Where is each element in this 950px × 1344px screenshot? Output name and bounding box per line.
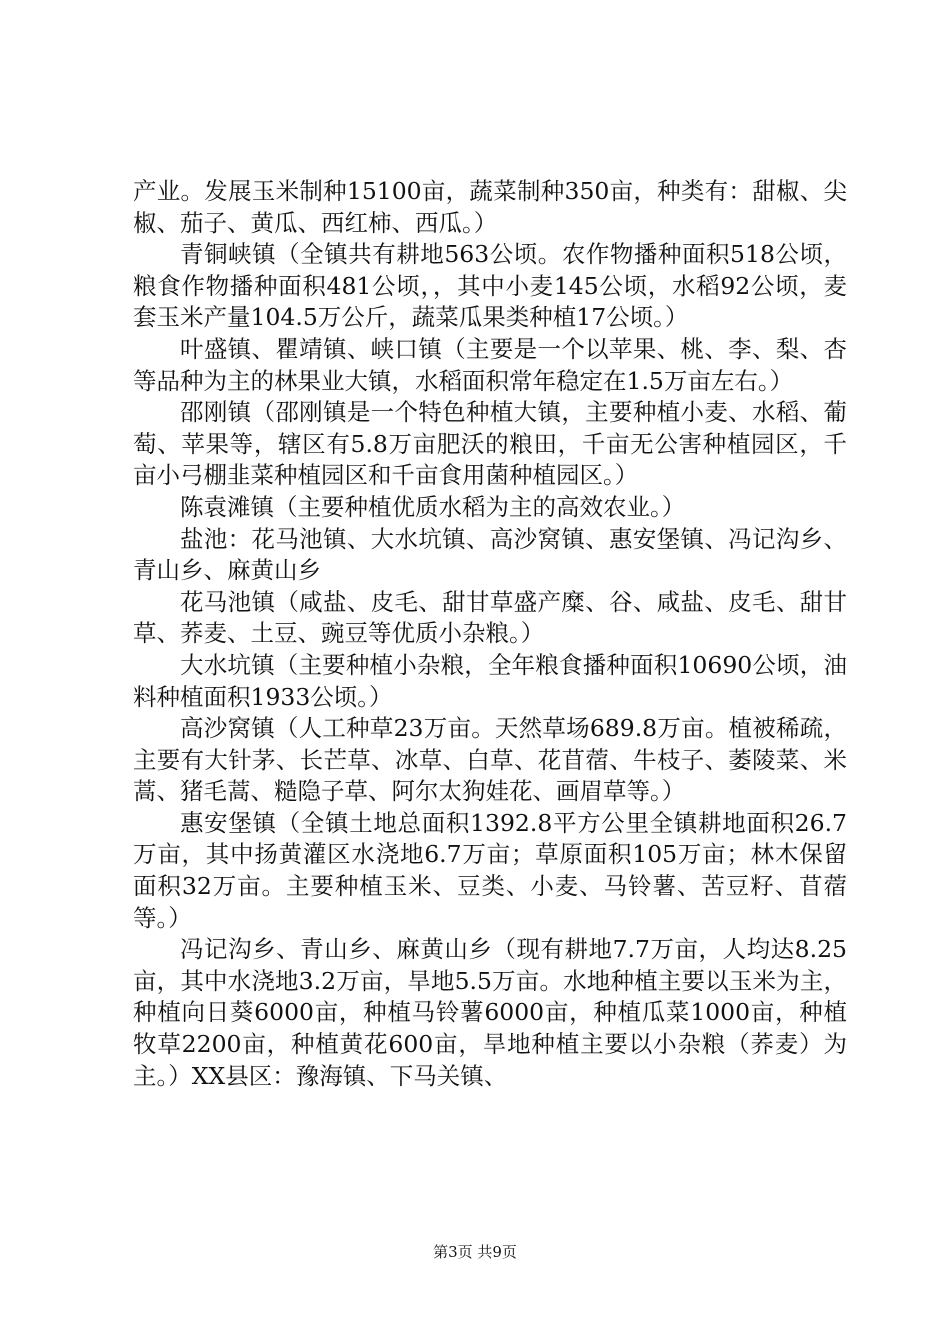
paragraph: 青铜峡镇（全镇共有耕地563公顷。农作物播种面积518公顷，粮食作物播种面积481公顷，，其中小麦145公顷，水稻92公顷，麦套玉米产量104.5万公斤，蔬菜瓜果类种植17公顷。）: [133, 240, 847, 332]
page-footer: 第3页 共9页: [433, 1243, 517, 1261]
paragraph: 陈袁滩镇（主要种植优质水稻为主的高效农业。）: [180, 492, 686, 521]
paragraph: 大水坑镇（主要种植小杂粮，全年粮食播种面积10690公顷，油料种植面积1933公顷。）: [133, 650, 847, 711]
paragraph: 惠安堡镇（全镇土地总面积1392.8平方公里全镇耕地面积26.7万亩，其中扬黄灌区水浇地6.7万亩；草原面积105万亩；林木保留面积32万亩。主要种植玉米、豆类、小麦、马铃薯、苦豆籽、苜蓿等。）: [133, 808, 847, 932]
paragraph: 高沙窝镇（人工种草23万亩。天然草场689.8万亩。植被稀疏，主要有大针茅、长芒草、冰草、白草、花苜蓿、牛枝子、萎陵菜、米蒿、猪毛蒿、糙隐子草、阿尔太狗娃花、画眉草等。）: [133, 714, 847, 806]
paragraph: 产业。发展玉米制种15100亩，蔬菜制种350亩，种类有：甜椒、尖椒、茄子、黄瓜、西红柿、西瓜。）: [133, 177, 847, 237]
document-body: [133, 176, 847, 1092]
paragraph: 冯记沟乡、青山乡、麻黄山乡（现有耕地7.7万亩，人均达8.25亩，其中水浇地3.2万亩，旱地5.5万亩。水地种植主要以玉米为主，种植向日葵6000亩，种植马铃薯6000亩，种植瓜菜1000亩，种植牧草2200亩，种植黄花600亩，旱地种植主要以小杂粮（荞麦）为主。）XX县区：豫海镇、下马关镇、: [133, 935, 847, 1090]
paragraph: 花马池镇（咸盐、皮毛、甜甘草盛产糜、谷、咸盐、皮毛、甜甘草、荞麦、土豆、豌豆等优质小杂粮。）: [133, 587, 847, 648]
paragraph: 盐池：花马池镇、大水坑镇、高沙窝镇、惠安堡镇、冯记沟乡、青山乡、麻黄山乡: [133, 524, 847, 585]
paragraph: 邵刚镇（邵刚镇是一个特色种植大镇，主要种植小麦、水稻、葡萄、苹果等，辖区有5.8万亩肥沃的粮田，千亩无公害种植园区，千亩小弓棚韭菜种植园区和千亩食用菌种植园区。）: [133, 398, 847, 490]
paragraph: 叶盛镇、瞿靖镇、峡口镇（主要是一个以苹果、桃、李、梨、杏等品种为主的林果业大镇，水稻面积常年稳定在1.5万亩左右。）: [133, 334, 847, 395]
